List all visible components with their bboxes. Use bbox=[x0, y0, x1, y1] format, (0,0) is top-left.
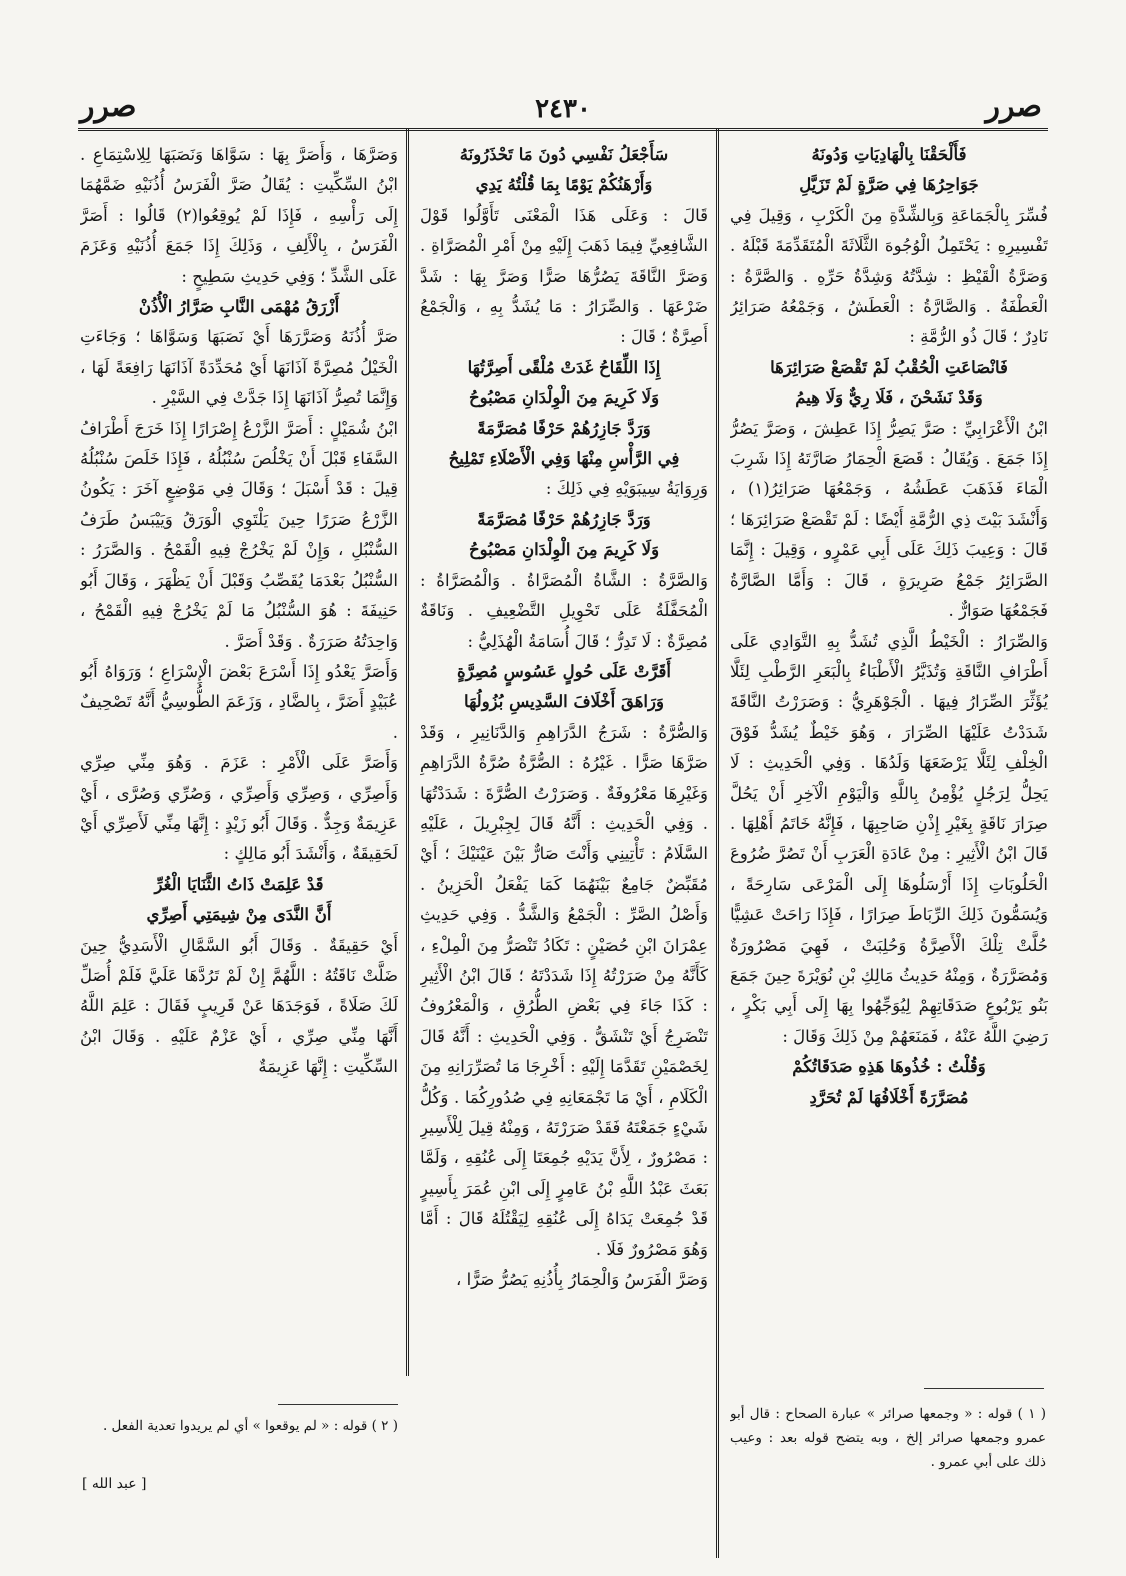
column-divider-left bbox=[406, 128, 409, 1376]
paragraph: ابْنُ شُمَيْلٍ : أَصَرَّ الزَّرْعُ إِصْرَارًا إِذَا خَرَجَ أَطْرَافُ السَّفَاءِ قَبْلَ أَنْ يَخْلُصَ سُنْبُلُهُ ، فَإِذَا خَلَصَ سُنْبُلُهُ قِيلَ : قَدْ أَسْبَلَ ؛ وَقَالَ فِي مَوْضِعٍ آخَرَ : يَكُونُ الزَّرْعُ صَرَرًا حِينَ يَلْتَوِي الْوَرَقُ وَيَيْبَسُ طَرَفُ السُّنْبُلِ ، وَإِنْ لَمْ يَخْرُجْ فِيهِ الْقَمْحُ . وَالصَّرَرُ : السُّنْبُلُ بَعْدَمَا يُقَصِّبُ وَقَبْلَ أَنْ يَظْهَرَ ، وَقَالَ أَبُو حَنِيفَةَ : هُوَ السُّنْبُلُ مَا لَمْ يَخْرُجْ فِيهِ الْقَمْحُ ، وَاحِدَتُهُ صَرَرَةٌ . وَقَدْ أَصَرَّ . bbox=[80, 418, 398, 651]
verse-line: وَقُلْتُ : خُذُوهَا هَذِهِ صَدَقَاتُكُمْ bbox=[792, 1057, 986, 1077]
footnote-right: ( ١ ) قوله : « وجمعها صرائر » عبارة الصحاح : قال أبو عمرو وجمعها صرائر إلخ ، وبه يتضح قوله بعد : وعيب ذلك على أبي عمرو . bbox=[730, 1406, 1046, 1470]
paragraph: أَيْ حَقِيقَةٌ . وَقَالَ أَبُو السَّمَّالِ الْأَسَدِيُّ حِينَ ضَلَّتْ نَاقَتُهُ : اللَّهُمَّ إِنْ لَمْ تَرُدَّهَا عَلَيَّ فَلَمْ أُصَلِّ لَكَ صَلَاةً ، فَوَجَدَهَا عَنْ قَرِيبٍ فَقَالَ : عَلِمَ اللَّهُ أَنَّهَا مِنِّي صِرِّي ، أَيْ عَزْمٌ عَلَيْهِ . وَقَالَ ابْنُ السِّكِّيتِ : إِنَّهَا عَزِيمَةٌ bbox=[80, 935, 398, 1077]
paragraph: وَصَرَّ الْفَرَسُ وَالْحِمَارُ بِأُذُنِهِ يَصُرُّ صَرًّا ، bbox=[456, 1270, 708, 1290]
verse-line: قَدْ عَلِمَتْ ذَاتُ الثَّنَايَا الْغُرِّ bbox=[154, 874, 324, 894]
verse-line: فِي الرَّأْسِ مِنْهَا وَفِي الْأَصْلَاءِ تَمْلِيحُ bbox=[448, 449, 680, 469]
paragraph: وَالصَّرَّةُ : الشَّاةُ الْمُصَرَّاةُ . وَالْمُصَرَّاةُ : الْمُحَفَّلَةُ عَلَى تَحْوِيلِ التَّضْعِيفِ . وَنَاقَةٌ مُصِرَّةٌ : لَا تَدِرُّ ؛ قَالَ أُسَامَةُ الْهُذَلِيُّ : bbox=[420, 570, 708, 651]
verse-line: فَانْصَاعَتِ الْحُقْبُ لَمْ تَقْصَعْ صَرَائِرَهَا bbox=[770, 357, 1008, 377]
footnote-rule-right bbox=[924, 1388, 1044, 1389]
paragraph: ابْنُ الْأَعْرَابِيِّ : صَرَّ يَصِرُّ إِذَا عَطِشَ ، وَصَرَّ يَصُرُّ إِذَا جَمَعَ . وَيُقَالُ : قَصَعَ الْحِمَارُ صَارَّتَهُ إِذَا شَرِبَ الْمَاءَ فَذَهَبَ عَطَشُهُ ، وَجَمْعُهَا صَرَائِرُ(١) ، وَأَنْشَدَ بَيْتَ ذِي الرُّمَّةِ أَيْضًا : لَمْ تَقْصَعْ صَرَائِرَهَا ؛ قَالَ : وَعِيبَ ذَلِكَ عَلَى أَبِي عَمْرٍو ، وَقِيلَ : إِنَّمَا الصَّرَائِرُ جَمْعُ صَرِيرَةٍ ، قَالَ : وَأَمَّا الصَّارَّةُ فَجَمْعُهَا صَوَارٌّ . bbox=[730, 418, 1048, 621]
footnote-left: ( ٢ ) قوله : « لم يوقعوا » أي لم يريدوا تعدية الفعل . bbox=[102, 1418, 398, 1434]
header-rule bbox=[78, 128, 1048, 131]
paragraph: وَأَصَرَّ يَعْدُو إِذَا أَسْرَعَ بَعْضَ الْإِسْرَاعِ ؛ وَرَوَاهُ أَبُو عُبَيْدٍ أَضَرَّ ، بِالضَّادِ ، وَزَعَمَ الطُّوسِيُّ أَنَّهُ تَصْحِيفٌ . bbox=[80, 661, 398, 742]
column-left bbox=[80, 140, 398, 1395]
verse-line: مُصَرَّرَةً أَخْلَافُهَا لَمْ تُحَرَّدِ bbox=[809, 1087, 969, 1107]
verse-line: وَرَدَّ جَازِرُهُمْ حَرْفًا مُصَرَّمَةً bbox=[477, 418, 651, 438]
column-middle bbox=[420, 140, 708, 1560]
verse-line: وَلَا كَرِيمَ مِنَ الْوِلْدَانِ مَصْبُوحُ bbox=[468, 540, 660, 560]
verse-line: وَلَا كَرِيمَ مِنَ الْوِلْدَانِ مَصْبُوحُ bbox=[468, 388, 660, 408]
verse-line: أَنَّ النَّدَى مِنْ شِيمَتِي أَصِرِّي bbox=[146, 905, 332, 925]
header-right-keyword: صرر bbox=[985, 89, 1042, 124]
paragraph: وَأَصَرَّ عَلَى الْأَمْرِ : عَزَمَ . وَهُوَ مِنِّي صِرِّي وَأَصِرِّي ، وَصِرِّي وَأَصِرِّي ، وَصُرِّي وَصُرَّى ، أَيْ عَزِيمَةٌ وَجِدٌّ . وَقَالَ أَبُو زَيْدٍ : إِنَّهَا مِنِّي لَأَصِرِّي أَيْ لَحَقِيقَةٌ ، وَأَنْشَدَ أَبُو مَالِكٍ : bbox=[80, 753, 398, 864]
header-left-keyword: صرر bbox=[80, 89, 137, 124]
verse-line: أَزْرَقُ مُهْمَى النَّابِ صَرَّارُ الْأُذُنْ bbox=[138, 297, 340, 317]
verse-line: جَوَاحِرُهَا فِي صَرَّةٍ لَمْ تَزَيَّلِ bbox=[799, 175, 979, 195]
paragraph: صَرَّ أُذُنَهُ وَصَرَّرَهَا أَيْ نَصَبَهَا وَسَوَّاهَا ؛ وَجَاءَتِ الْخَيْلُ مُصِرَّةً آذَانَهَا أَيْ مُحَدِّدَةً آذَانَهَا رَافِعَةً لَهَا ، وَإِنَّمَا تُصِرُّ آذَانَهَا إِذَا جَدَّتْ فِي السَّيْرِ . bbox=[80, 327, 398, 408]
page-number: ٢٤٣٠ bbox=[535, 94, 591, 124]
column-divider-right bbox=[716, 128, 719, 1558]
verse-line: وَرَدَّ جَازِرُهُمْ حَرْفًا مُصَرَّمَةً bbox=[477, 509, 651, 529]
paragraph: وَالصُّرَّةُ : شَرَجُ الدَّرَاهِمِ وَالدَّنَانِيرِ ، وَقَدْ صَرَّهَا صَرًّا . غَيْرُهُ : الصُّرَّةُ صُرَّةُ الدَّرَاهِمِ وَغَيْرِهَا مَعْرُوفَةٌ . وَصَرَرْتُ الصُّرَّةَ : شَدَدْتُهَا . وَفِي الْحَدِيثِ : أَنَّهُ قَالَ لِجِبْرِيلَ ، عَلَيْهِ السَّلَامُ : تَأْتِينِي وَأَنْتَ صَارٌّ بَيْنَ عَيْنَيْكَ ؛ أَيْ مُقَبِّضٌ جَامِعٌ بَيْنَهُمَا كَمَا يَفْعَلُ الْحَزِينُ . وَأَصْلُ الصَّرِّ : الْجَمْعُ وَالشَّدُّ . وَفِي حَدِيثِ عِمْرَانَ ابْنِ حُصَيْنٍ : تَكَادُ تَنْصَرُّ مِنَ الْمِلْءِ ، كَأَنَّهُ مِنْ صَرَرْتُهُ إِذَا شَدَدْتَهُ ؛ قَالَ ابْنُ الْأَثِيرِ : كَذَا جَاءَ فِي بَعْضِ الطُّرُقِ ، وَالْمَعْرُوفُ تَنْضَرِجُ أَيْ تَنْشَقُّ . وَفِي الْحَدِيثِ : أَنَّهُ قَالَ لِخَصْمَيْنِ تَقَدَّمَا إِلَيْهِ : أَخْرِجَا مَا تُصَرِّرَانِهِ مِنَ الْكَلَامِ ، أَيْ مَا تَجْمَعَانِهِ فِي صُدُورِكُمَا . وَكُلُّ شَيْءٍ جَمَعْتَهُ فَقَدْ صَرَرْتَهُ ، وَمِنْهُ قِيلَ لِلْأَسِيرِ : مَصْرُورٌ ، لِأَنَّ يَدَيْهِ جُمِعَتَا إِلَى عُنُقِهِ ، وَلَمَّا بَعَثَ عَبْدُ اللَّهِ بْنُ عَامِرٍ إِلَى ابْنِ عُمَرَ بِأَسِيرٍ قَدْ جُمِعَتْ يَدَاهُ إِلَى عُنُقِهِ لِيَقْتُلَهُ قَالَ : أَمَّا وَهُوَ مَصْرُورٌ فَلَا . bbox=[420, 722, 708, 1259]
paragraph: وَصَرَّهَا ، وَأَصَرَّ بِهَا : سَوَّاهَا وَنَصَبَهَا لِلِاسْتِمَاعِ . ابْنُ السِّكِّيتِ : يُقَالُ صَرَّ الْفَرَسُ أُذُنَيْهِ ضَمَّهُمَا إِلَى رَأْسِهِ ، فَإِذَا لَمْ يُوقِعُوا(٢) قَالُوا : أَصَرَّ الْفَرَسُ ، بِالْأَلِفِ ، وَذَلِكَ إِذَا جَمَعَ أُذُنَيْهِ وَعَزَمَ عَلَى الشَّدِّ ؛ وَفِي حَدِيثِ سَطِيحٍ : bbox=[80, 145, 398, 286]
paragraph: قَالَ : وَعَلَى هَذَا الْمَعْنَى تَأَوَّلُوا قَوْلَ الشَّافِعِيِّ فِيمَا ذَهَبَ إِلَيْهِ مِنْ أَمْرِ الْمُصَرَّاةِ . وَصَرَّ النَّاقَةَ يَصُرُّهَا صَرًّا وَصَرَّ بِهَا : شَدَّ ضَرْعَهَا . وَالصِّرَارُ : مَا يُشَدُّ بِهِ ، وَالْجَمْعُ أَصِرَّةٌ ؛ قَالَ : bbox=[420, 205, 708, 347]
verse-line: وَقَدْ نَشَحْنَ ، فَلَا رِيٌّ وَلَا هِيمُ bbox=[795, 388, 983, 408]
verse-line: سَأَجْعَلُ نَفْسِي دُونَ مَا تَحْذَرُونَهُ bbox=[459, 145, 669, 164]
verse-line: أَقَرَّتْ عَلَى حُولٍ عَسُوسٍ مُصِرَّةٍ bbox=[457, 661, 671, 681]
verse-line: إِذَا اللِّقَاحُ غَدَتْ مُلْقًى أَصِرَّتُهَا bbox=[467, 357, 661, 377]
column-right bbox=[730, 140, 1048, 1230]
paragraph: وَرِوَايَةُ سِيبَوَيْهِ فِي ذَلِكَ : bbox=[545, 479, 708, 499]
verse-line: وَرَاهَقَ أَخْلَافَ السَّدِيسِ بُزُولُهَا bbox=[464, 692, 664, 712]
verse-line: فَأَلْحَقْنَا بِالْهَادِيَاتِ وَدُونَهُ bbox=[811, 145, 967, 164]
footnote-rule-left bbox=[278, 1404, 398, 1405]
paragraph: وَالصِّرَارُ : الْخَيْطُ الَّذِي تُشَدُّ بِهِ التَّوَادِي عَلَى أَطْرَافِ النَّاقَةِ وَتُذَيَّرُ الْأَطْبَاءُ بِالْبَعَرِ الرَّطْبِ لِئَلَّا يُؤَثِّرَ الصِّرَارُ فِيهَا . الْجَوْهَرِيُّ : وَصَرَرْتُ النَّاقَةَ شَدَدْتُ عَلَيْهَا الصِّرَارَ ، وَهُوَ خَيْطٌ يُشَدُّ فَوْقَ الْخِلْفِ لِئَلَّا يَرْضَعَهَا وَلَدُهَا . وَفِي الْحَدِيثِ : لَا يَحِلُّ لِرَجُلٍ يُؤْمِنُ بِاللَّهِ وَالْيَوْمِ الْآخِرِ أَنْ يَحُلَّ صِرَارَ نَاقَةٍ بِغَيْرِ إِذْنِ صَاحِبِهَا ، فَإِنَّهُ خَاتَمُ أَهْلِهَا . قَالَ ابْنُ الْأَثِيرِ : مِنْ عَادَةِ الْعَرَبِ أَنْ تَصُرَّ ضُرُوعَ الْحَلُوبَاتِ إِذَا أَرْسَلُوهَا إِلَى الْمَرْعَى سَارِحَةً ، وَيُسَمُّونَ ذَلِكَ الرِّبَاطَ صِرَارًا ، فَإِذَا رَاحَتْ عَشِيًّا حُلَّتْ تِلْكَ الْأَصِرَّةُ وَحُلِبَتْ ، فَهِيَ مَصْرُورَةٌ وَمُصَرَّرَةٌ ، وَمِنْهُ حَدِيثُ مَالِكِ بْنِ نُوَيْرَةَ حِينَ جَمَعَ بَنُو يَرْبُوعٍ صَدَقَاتِهِمْ لِيُوَجِّهُوا بِهَا إِلَى أَبِي بَكْرٍ ، رَضِيَ اللَّهُ عَنْهُ ، فَمَنَعَهُمْ مِنْ ذَلِكَ وَقَالَ : bbox=[730, 631, 1048, 1046]
paragraph: فُسِّرَ بِالْجَمَاعَةِ وَبِالشِّدَّةِ مِنَ الْكَرْبِ ، وَقِيلَ فِي تَفْسِيرِهِ : يَحْتَمِلُ الْوُجُوهَ الثَّلَاثَةَ الْمُتَقَدِّمَةَ قَبْلَهُ . وَصَرَّةُ الْقَيْظِ : شِدَّتُهُ وَشِدَّةُ حَرِّهِ . وَالصَّرَّةُ : الْعَطْفَةُ . وَالصَّارَّةُ : الْعَطَشُ ، وَجَمْعُهُ صَرَائِرُ نَادِرٌ ؛ قَالَ ذُو الرُّمَّةِ : bbox=[730, 205, 1048, 347]
editor-signature: [ عبد الله ] bbox=[82, 1476, 147, 1492]
verse-line: وَأَرْهَنُكُمْ يَوْمًا بِمَا قُلْتُهُ يَدِي bbox=[475, 175, 653, 195]
